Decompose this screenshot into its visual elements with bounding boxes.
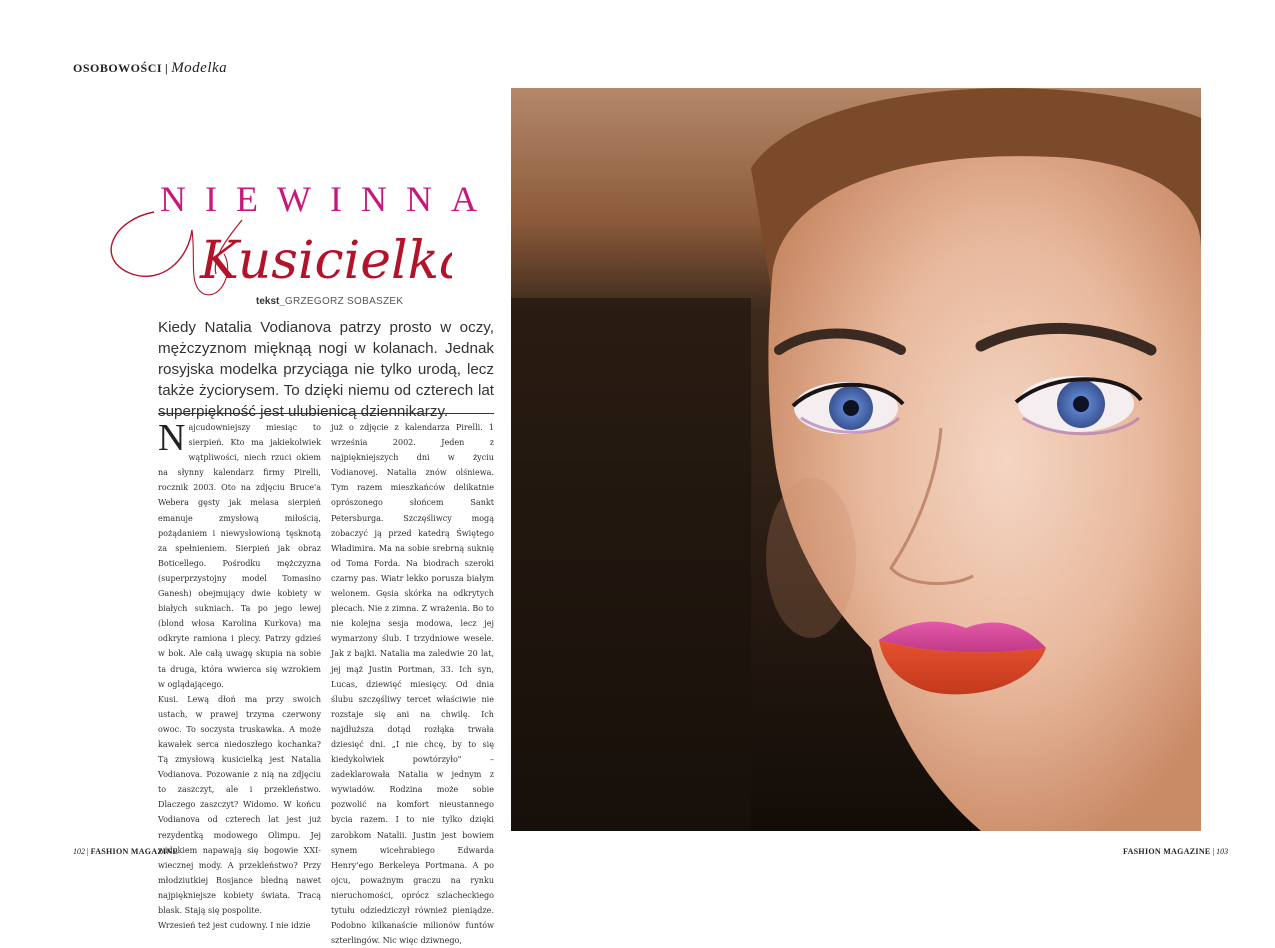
footer-left	[73, 847, 178, 856]
section-label: OSOBOWOŚCI	[73, 61, 163, 75]
article-paragraph: Wrzesień też jest cudowny. I nie idzie	[158, 921, 311, 931]
lead-paragraph: Kiedy Natalia Vodianova patrzy prosto w oczy, mężczyznom mięknąą nogi w kolanach. Jednak rosyjska modelka przyciąga nie tylko urodą, lecz także życiorysem. To dzięki niemu od czterech lat superpiękność jest ulubienicą dziennikarzy.	[158, 319, 494, 420]
footer-separator: |	[87, 847, 89, 856]
drop-cap: N	[158, 417, 186, 459]
subsection-label: Modelka	[171, 60, 228, 76]
byline	[256, 296, 403, 307]
page-number-left: 102	[73, 847, 85, 856]
magazine-name-right: FASHION MAGAZINE	[1123, 847, 1211, 856]
title-script	[92, 190, 452, 302]
byline-label: tekst_	[256, 296, 285, 307]
article-paragraph: już o zdjęcie z kalendarza Pirelli. 1 września 2002. Jeden z najpiękniejszych dni w życiu Vodianovej. Natalia znów olśniewa. Tym razem mieszkańców delikatnie oprószonego słońcem Sankt Petersburga. Szczęśliwcy mogą zobaczyć ją przed katedrą Świętego Władimira. Ma na sobie srebrną suknię od Toma Forda. Na biodrach szeroki czarny pas. Wiatr lekko porusza białym welonem. Gęsia skórka na odkrytych plecach. Nie z zimna. Z wrażenia. Bo to nie kolejna sesja modowa, lecz jej wymarzony ślub. I trzydniowe wesele. Jak z bajki. Natalia ma zaledwie 20 lat, jej mąż Justin Portman, 33. Ich syn, Lucas, dziewięć miesięcy. Od dnia ślubu szczęśliwy tercet właściwie nie rozstaje się ani na chwilę. Ich najdłuższa dotąd rozłąka trwała dziesięć dni. „I nie chcę, by to się kiedykolwiek powtórzyło" – zadeklarowała Natalia w jednym z wywiadów. Rodzina może sobie pozwolić na komfort nieustannego bycia razem. I to nie tylko dzięki zarobkom Natalii. Justin jest bowiem synem wicehrabiego Edwarda Henry'ego Berkeleya Portmana. A po ojcu, poważnym graczu na rynku nieruchomości, oprócz szlacheckiego tytułu odziedziczył również pieniądze. Podobno kilkanaście milionów funtów szterlingów. Nic więc dziwnego,	[331, 423, 494, 946]
portrait-photo	[511, 88, 1201, 831]
footer-separator: |	[1212, 847, 1215, 856]
footer-right	[1123, 847, 1228, 856]
article-paragraph	[158, 417, 321, 692]
article-column-1	[158, 417, 321, 933]
lead-divider	[158, 413, 494, 414]
magazine-name-left: FASHION MAGAZINE	[90, 847, 179, 856]
article-paragraph: Kusi. Lewą dłoń ma przy swoich ustach, w prawej trzyma czerwony owoc. To soczysta truskawka. A może kawałek serca niedoszłego kochanka? Tą zmysłową kusicielką jest Natalia Vodianova. Pozowanie z nią na zdjęciu to zaszczyt, ale i przekleństwo. Dlaczego zaszczyt? Widomo. W końcu Vodianova od czterech lat jest już rezydentką modowego Olimpu. Jej widokiem napawają się bogowie XXI-wiecznej mody. A przekleństwo? Przy młodziutkiej Rosjance bledną nawet najpiękniejsze kobiety świata. Tracą blask. Stają się pospolite.	[158, 694, 321, 915]
page-number-right: 103	[1216, 847, 1229, 856]
title-script-text: Kusicielka	[200, 231, 452, 291]
section-separator: |	[165, 61, 169, 75]
byline-author: GRZEGORZ SOBASZEK	[284, 296, 404, 307]
section-header	[73, 60, 227, 77]
paragraph-text: ajcudowniejszy miesiąc to sierpień. Kto ma jakiekolwiek wątpliwości, niech rzuci okiem na słynny kalendarz firmy Pirelli, rocznik 2003. Oto na zdjęciu Bruce'a Webera gęsty jak melasa sierpień emanuje zmysłową miłością, pożądaniem i niewysłowioną tęsknotą za spełnieniem. Sierpień jak obraz Boticellego. Pośrodku mężczyzna (superprzystojny model Tomasino Ganesh) obejmujący dwie kobiety w białych sukniach. Ta po jego lewej (blond włosa Karolina Kurkova) ma odkryte ramiona i plecy. Patrzy gdzieś w bok. Ale całą uwagę skupia na sobie ta druga, która wwierca się wzrokiem w oglądającego.	[158, 423, 321, 689]
title-word: NIEWINNA	[160, 179, 496, 219]
article-column-2	[331, 420, 494, 948]
